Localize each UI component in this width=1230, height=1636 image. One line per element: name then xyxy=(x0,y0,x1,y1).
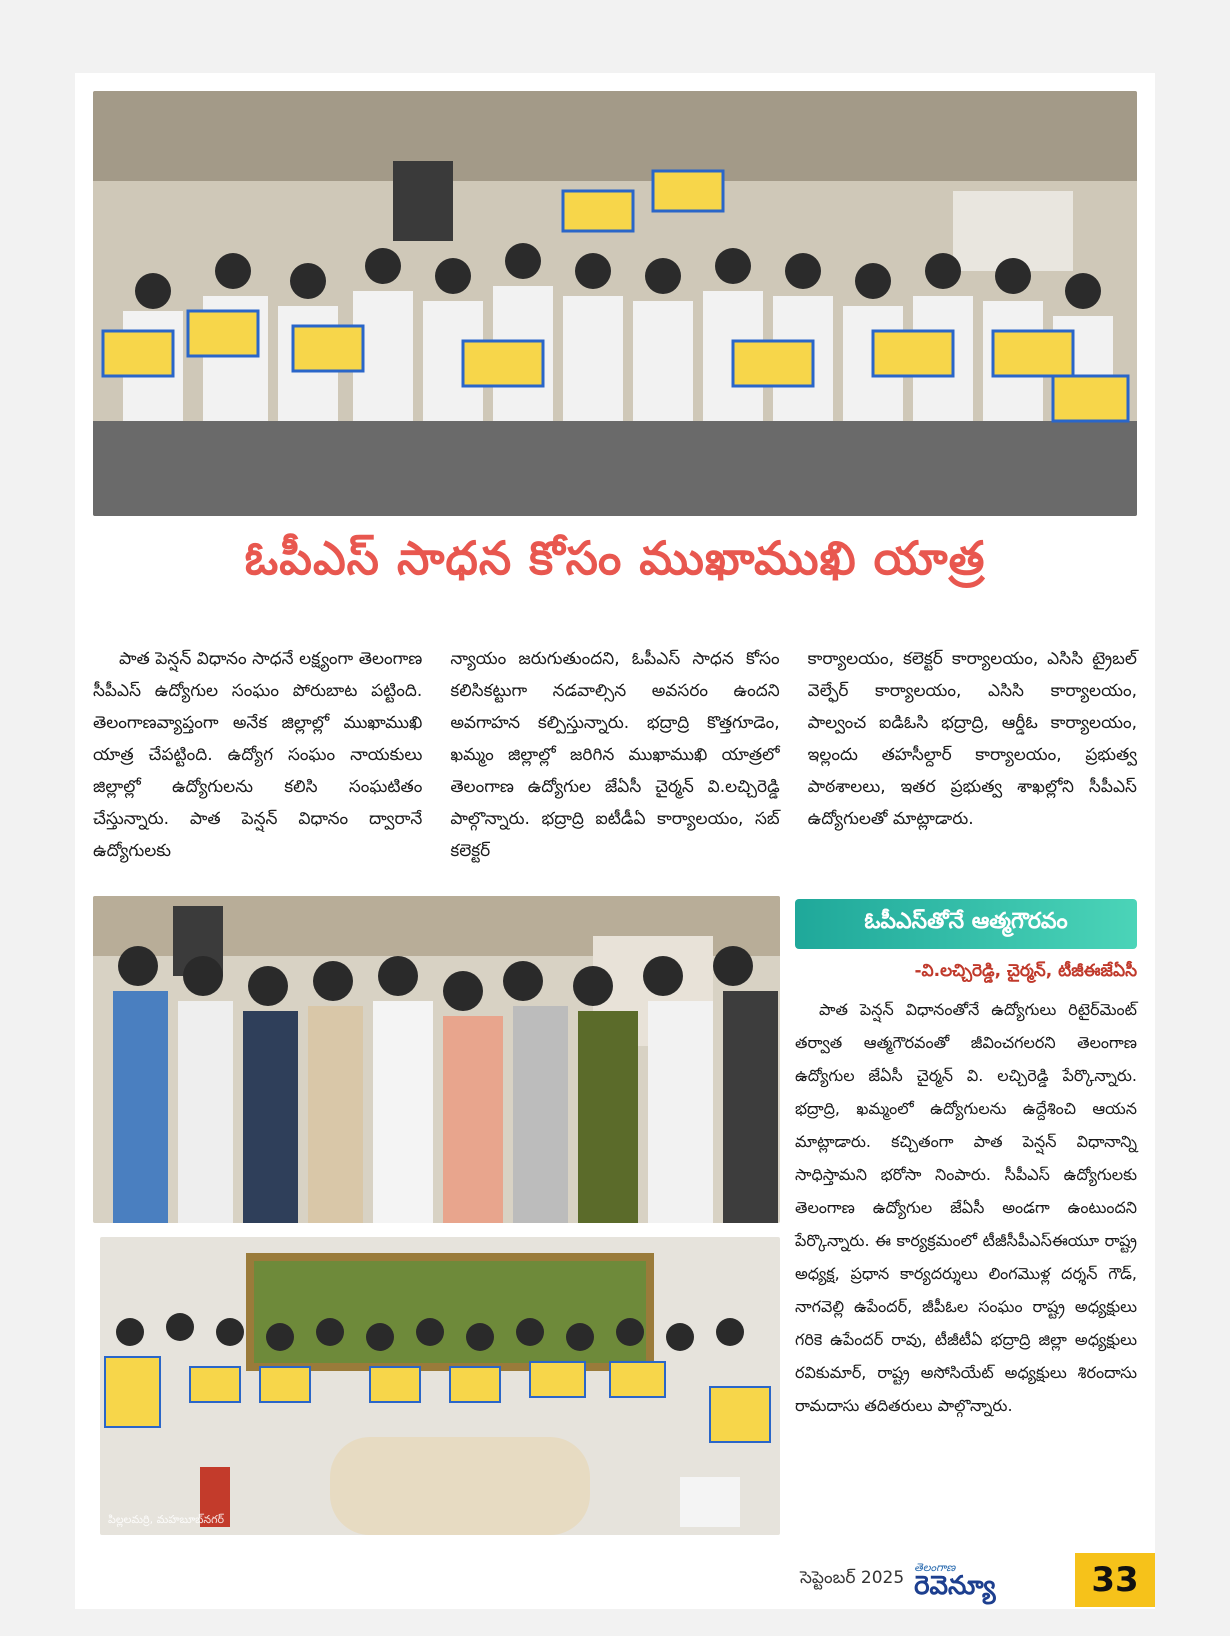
group-photo-bottom xyxy=(100,1237,780,1535)
magazine-logo-title: రెవెన్యూ xyxy=(914,1570,996,1601)
magazine-logo xyxy=(914,1562,995,1599)
article-paragraph: న్యాయం జరుగుతుందని, ఓపీఎస్ సాధన కోసం కలిసికట్టుగా నడవాల్సిన అవసరం ఉందని అవగాహన కల్పిస్తున్నారు. భద్రాద్రి కొత్తగూడెం, ఖమ్మం జిల్లాల్లో జరిగిన ముఖాముఖి యాత్రలో తెలంగాణ ఉద్యోగుల జేఏసీ చైర్మన్ వి.లచ్చిరెడ్డి పాల్గొన్నారు. భద్రాద్రి ఐటీడీఏ కార్యాలయం, సబ్ కలెక్టర్ xyxy=(450,649,780,861)
group-photo-middle xyxy=(93,896,780,1223)
article-paragraph: కార్యాలయం, కలెక్టర్ కార్యాలయం, ఎసిసి ట్రైబల్ వెల్ఫేర్ కార్యాలయం, ఎసిసి కార్యాలయం, పాల్వంచ ఐడిఓసి భద్రాద్రి, ఆర్డీఓ కార్యాలయం, ఇల్లందు తహసీల్దార్ కార్యాలయం, ప్రభుత్వ పాఠశాలలు, ఇతర ప్రభుత్వ శాఖల్లోని సీపీఎస్ ఉద్యోగులతో మాట్లాడారు. xyxy=(807,649,1137,829)
magazine-page xyxy=(75,73,1155,1609)
group-photo-middle-image xyxy=(93,896,780,1223)
page-number: 33 xyxy=(1075,1553,1155,1607)
page-footer xyxy=(800,1550,1155,1610)
group-photo-top-image xyxy=(93,91,1137,516)
article-paragraph: పాత పెన్షన్ విధానం సాధనే లక్ష్యంగా తెలంగాణ సీపీఎస్ ఉద్యోగుల సంఘం పోరుబాట పట్టింది. తెలంగాణవ్యాప్తంగా అనేక జిల్లాల్లో ముఖాముఖి యాత్ర చేపట్టింది. ఉద్యోగ సంఘం నాయకులు జిల్లాల్లో ఉద్యోగులను కలిసి సంఘటితం చేస్తున్నారు. పాత పెన్షన్ విధానం ద్వారానే ఉద్యోగులకు xyxy=(93,649,423,861)
article-column-2 xyxy=(450,643,779,873)
photo-banner-text: పిల్లలమర్రి, మహబూబ్‌నగర్ xyxy=(108,1513,225,1526)
sidebar-heading: ఓపీఎస్‌తోనే ఆత్మగౌరవం xyxy=(795,899,1137,949)
page-title: ఓపీఎస్ సాధన కోసం ముఖాముఖి యాత్ర xyxy=(244,531,986,585)
article-column-3 xyxy=(808,643,1137,873)
issue-date: సెప్టెంబర్ 2025 xyxy=(800,1568,905,1588)
group-photo-top xyxy=(93,91,1137,516)
sidebar-byline: -వి.లచ్చిరెడ్డి, చైర్మన్, టీజీఈజేఏసీ xyxy=(914,961,1137,981)
magazine-logo-small: తెలంగాణ xyxy=(914,1560,956,1574)
sidebar-paragraph: పాత పెన్షన్ విధానంతోనే ఉద్యోగులు రిటైర్‌మెంట్ తర్వాత ఆత్మగౌరవంతో జీవించగలరని తెలంగాణ ఉద్యోగుల జేఏసీ చైర్మన్ వి. లచ్చిరెడ్డి పేర్కొన్నారు. భద్రాద్రి, ఖమ్మంలో ఉద్యోగులను ఉద్దేశించి ఆయన మాట్లాడారు. కచ్చితంగా పాత పెన్షన్ విధానాన్ని సాధిస్తామని భరోసా నింపారు. సీపీఎస్ ఉద్యోగులకు తెలంగాణ ఉద్యోగుల జేఏసీ అండగా ఉంటుందని పేర్కొన్నారు. ఈ కార్యక్రమంలో టీజీసీపీఎస్‌ఈయూ రాష్ట్ర అధ్యక్ష, ప్రధాన కార్యదర్శులు లింగమొళ్ల దర్శన్ గౌడ్, నాగవెల్లి ఉపేందర్, జీపీఓల సంఘం రాష్ట్ర అధ్యక్షులు గరికె ఉపేందర్ రావు, టీజీటీఏ భద్రాద్రి జిల్లా అధ్యక్షులు రవికుమార్, రాష్ట్ర అసోసియేట్ అధ్యక్షులు శిరందాసు రామదాసు తదితరులు పాల్గొన్నారు. xyxy=(795,1000,1137,1415)
group-photo-bottom-image xyxy=(100,1237,780,1535)
sidebar-body xyxy=(795,993,1137,1422)
article-column-1 xyxy=(93,643,422,873)
article-columns xyxy=(93,643,1137,873)
